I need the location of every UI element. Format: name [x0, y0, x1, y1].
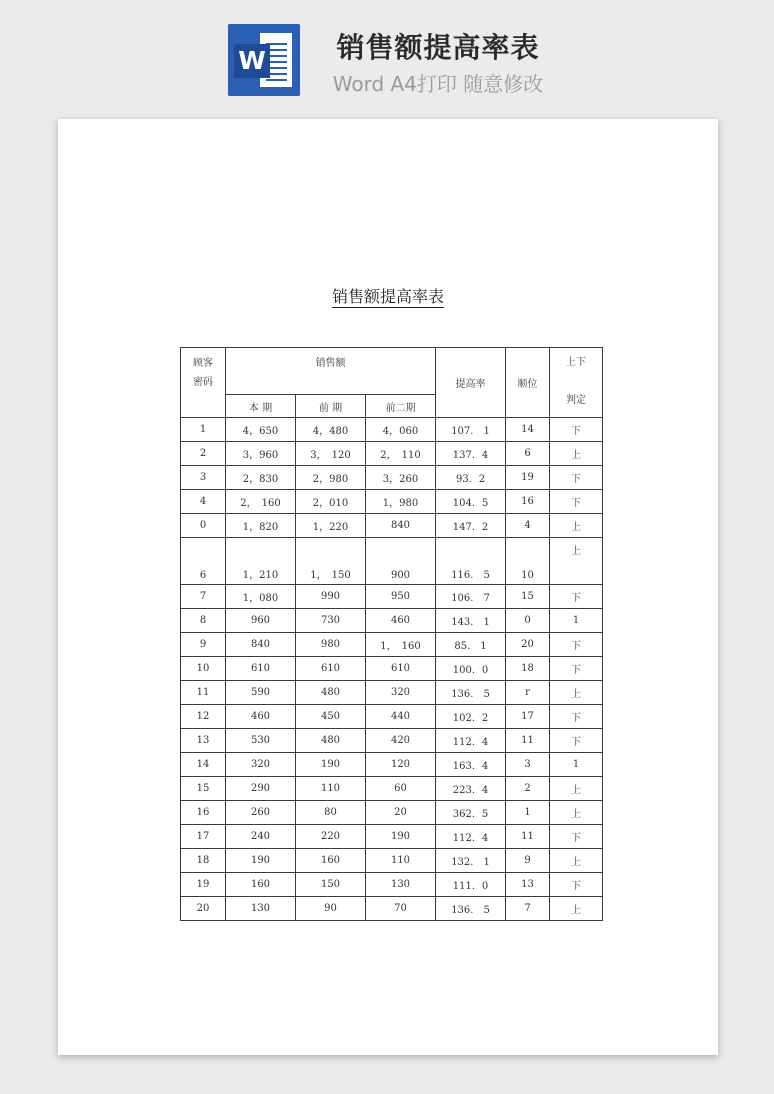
table-row — [181, 442, 603, 466]
cell-judge: 上 — [550, 897, 603, 921]
cell-before-previous: 440 — [366, 705, 436, 729]
cell-id: 10 — [181, 657, 226, 681]
cell-rate: 85. 1 — [436, 633, 506, 657]
cell-before-previous: 1， 160 — [366, 633, 436, 657]
cell-id: 16 — [181, 801, 226, 825]
table-row — [181, 849, 603, 873]
word-logo-icon — [228, 24, 300, 96]
cell-rate: 100．0 — [436, 657, 506, 681]
cell-rank: 19 — [506, 466, 550, 490]
document-title — [58, 286, 718, 308]
cell-previous: 220 — [296, 825, 366, 849]
cell-judge: 下 — [550, 466, 603, 490]
cell-before-previous: 70 — [366, 897, 436, 921]
word-letter-tile — [234, 44, 270, 78]
cell-before-previous: 3，260 — [366, 466, 436, 490]
cell-current: 290 — [226, 777, 296, 801]
cell-judge: 上 — [550, 442, 603, 466]
cell-judge: 下 — [550, 873, 603, 897]
cell-before-previous: 60 — [366, 777, 436, 801]
table-row — [181, 801, 603, 825]
cell-judge: 1 — [550, 609, 603, 633]
table-body — [181, 418, 603, 921]
header-judge-line2: 判定 — [566, 395, 587, 406]
cell-judge: 1 — [550, 753, 603, 777]
cell-before-previous: 130 — [366, 873, 436, 897]
cell-judge: 下 — [550, 825, 603, 849]
cell-rank: 3 — [506, 753, 550, 777]
cell-rate: 107. 1 — [436, 418, 506, 442]
table-row — [181, 538, 603, 585]
cell-rank: 7 — [506, 897, 550, 921]
cell-id: 0 — [181, 514, 226, 538]
cell-judge: 下 — [550, 729, 603, 753]
cell-current: 2，830 — [226, 466, 296, 490]
header-sales: 销售额 — [226, 348, 436, 395]
cell-previous: 980 — [296, 633, 366, 657]
header-previous: 前 期 — [296, 395, 366, 418]
cell-current: 460 — [226, 705, 296, 729]
cell-rank: 18 — [506, 657, 550, 681]
cell-judge: 下 — [550, 418, 603, 442]
cell-rate: 116. 5 — [436, 538, 506, 585]
cell-rate: 132. 1 — [436, 849, 506, 873]
cell-rate: 104．5 — [436, 490, 506, 514]
cell-judge: 上 — [550, 849, 603, 873]
cell-judge: 上 — [550, 777, 603, 801]
cell-before-previous: 320 — [366, 681, 436, 705]
cell-current: 190 — [226, 849, 296, 873]
cell-rate: 112．4 — [436, 825, 506, 849]
cell-before-previous: 120 — [366, 753, 436, 777]
cell-rate: 147．2 — [436, 514, 506, 538]
cell-current: 130 — [226, 897, 296, 921]
cell-rank: 2 — [506, 777, 550, 801]
cell-judge: 下 — [550, 705, 603, 729]
cell-rank: 13 — [506, 873, 550, 897]
cell-before-previous: 420 — [366, 729, 436, 753]
cell-id: 12 — [181, 705, 226, 729]
cell-rate: 136. 5 — [436, 897, 506, 921]
cell-rate: 362．5 — [436, 801, 506, 825]
cell-judge: 上 — [550, 538, 603, 585]
cell-rank: 1 — [506, 801, 550, 825]
document-page — [58, 119, 718, 1055]
cell-previous: 150 — [296, 873, 366, 897]
word-letter: W — [238, 46, 266, 75]
cell-current: 1，210 — [226, 538, 296, 585]
cell-rank: r — [506, 681, 550, 705]
cell-judge: 下 — [550, 585, 603, 609]
cell-before-previous: 190 — [366, 825, 436, 849]
cell-before-previous: 610 — [366, 657, 436, 681]
cell-id: 19 — [181, 873, 226, 897]
header-banner — [0, 0, 774, 118]
cell-previous: 610 — [296, 657, 366, 681]
cell-current: 590 — [226, 681, 296, 705]
cell-previous: 90 — [296, 897, 366, 921]
cell-id: 17 — [181, 825, 226, 849]
cell-id: 8 — [181, 609, 226, 633]
cell-current: 2， 160 — [226, 490, 296, 514]
header-subtitle: Word A4打印 随意修改 — [332, 72, 544, 96]
cell-before-previous: 110 — [366, 849, 436, 873]
cell-previous: 160 — [296, 849, 366, 873]
table-row — [181, 585, 603, 609]
table-row — [181, 633, 603, 657]
table-row — [181, 729, 603, 753]
cell-judge: 上 — [550, 801, 603, 825]
table-row — [181, 609, 603, 633]
cell-judge: 上 — [550, 681, 603, 705]
header-customer-code — [181, 348, 226, 418]
sales-table — [180, 347, 603, 921]
cell-rank: 11 — [506, 729, 550, 753]
document-title-text: 销售额提高率表 — [331, 287, 444, 306]
cell-judge: 上 — [550, 514, 603, 538]
cell-before-previous: 2， 110 — [366, 442, 436, 466]
cell-id: 18 — [181, 849, 226, 873]
cell-rate: 143. 1 — [436, 609, 506, 633]
cell-previous: 80 — [296, 801, 366, 825]
cell-before-previous: 1，980 — [366, 490, 436, 514]
cell-rank: 4 — [506, 514, 550, 538]
cell-id: 15 — [181, 777, 226, 801]
cell-previous: 3， 120 — [296, 442, 366, 466]
cell-id: 7 — [181, 585, 226, 609]
table-row — [181, 418, 603, 442]
table-row — [181, 825, 603, 849]
header-title: 销售额提高率表 — [336, 31, 540, 64]
cell-current: 1，820 — [226, 514, 296, 538]
cell-rank: 0 — [506, 609, 550, 633]
cell-previous: 730 — [296, 609, 366, 633]
cell-previous: 1， 150 — [296, 538, 366, 585]
cell-judge: 下 — [550, 490, 603, 514]
cell-previous: 480 — [296, 681, 366, 705]
cell-current: 260 — [226, 801, 296, 825]
cell-previous: 450 — [296, 705, 366, 729]
cell-id: 11 — [181, 681, 226, 705]
table-row — [181, 705, 603, 729]
cell-current: 840 — [226, 633, 296, 657]
header-judge-line1: 上下 — [566, 357, 587, 368]
cell-id: 14 — [181, 753, 226, 777]
cell-rank: 15 — [506, 585, 550, 609]
cell-id: 3 — [181, 466, 226, 490]
cell-current: 160 — [226, 873, 296, 897]
cell-rate: 223．4 — [436, 777, 506, 801]
cell-previous: 190 — [296, 753, 366, 777]
header-customer-line1: 顾客 — [193, 358, 213, 369]
cell-rank: 17 — [506, 705, 550, 729]
cell-id: 1 — [181, 418, 226, 442]
header-rate: 提高率 — [436, 348, 506, 418]
table-row — [181, 657, 603, 681]
header-rank: 顺位 — [506, 348, 550, 418]
cell-current: 610 — [226, 657, 296, 681]
cell-current: 530 — [226, 729, 296, 753]
table-row — [181, 873, 603, 897]
cell-rate: 112．4 — [436, 729, 506, 753]
cell-previous: 480 — [296, 729, 366, 753]
table-header — [181, 348, 603, 418]
cell-rate: 136. 5 — [436, 681, 506, 705]
table-row — [181, 777, 603, 801]
header-current: 本 期 — [226, 395, 296, 418]
table-row — [181, 514, 603, 538]
cell-id: 6 — [181, 538, 226, 585]
cell-id: 13 — [181, 729, 226, 753]
header-judge — [550, 348, 603, 418]
table-row — [181, 897, 603, 921]
cell-rank: 9 — [506, 849, 550, 873]
cell-id: 2 — [181, 442, 226, 466]
cell-before-previous: 900 — [366, 538, 436, 585]
cell-rate: 163．4 — [436, 753, 506, 777]
table-row — [181, 490, 603, 514]
cell-rate: 102．2 — [436, 705, 506, 729]
cell-rate: 137．4 — [436, 442, 506, 466]
cell-previous: 4，480 — [296, 418, 366, 442]
cell-rate: 111．0 — [436, 873, 506, 897]
cell-before-previous: 4，060 — [366, 418, 436, 442]
cell-previous: 1，220 — [296, 514, 366, 538]
cell-rank: 16 — [506, 490, 550, 514]
table-row — [181, 753, 603, 777]
cell-current: 3，960 — [226, 442, 296, 466]
cell-rate: 93．2 — [436, 466, 506, 490]
cell-previous: 990 — [296, 585, 366, 609]
cell-before-previous: 20 — [366, 801, 436, 825]
cell-id: 20 — [181, 897, 226, 921]
cell-current: 960 — [226, 609, 296, 633]
cell-before-previous: 950 — [366, 585, 436, 609]
cell-before-previous: 840 — [366, 514, 436, 538]
cell-current: 320 — [226, 753, 296, 777]
header-customer-line2: 密码 — [193, 377, 213, 388]
cell-judge: 下 — [550, 633, 603, 657]
cell-before-previous: 460 — [366, 609, 436, 633]
cell-rank: 11 — [506, 825, 550, 849]
cell-rate: 106. 7 — [436, 585, 506, 609]
cell-rank: 14 — [506, 418, 550, 442]
cell-previous: 2，980 — [296, 466, 366, 490]
cell-id: 4 — [181, 490, 226, 514]
cell-current: 4，650 — [226, 418, 296, 442]
cell-previous: 110 — [296, 777, 366, 801]
cell-rank: 20 — [506, 633, 550, 657]
table-row — [181, 466, 603, 490]
cell-current: 240 — [226, 825, 296, 849]
cell-judge: 下 — [550, 657, 603, 681]
cell-previous: 2，010 — [296, 490, 366, 514]
cell-rank: 10 — [506, 538, 550, 585]
header-before-previous: 前二期 — [366, 395, 436, 418]
table-row — [181, 681, 603, 705]
cell-current: 1，080 — [226, 585, 296, 609]
cell-rank: 6 — [506, 442, 550, 466]
cell-id: 9 — [181, 633, 226, 657]
